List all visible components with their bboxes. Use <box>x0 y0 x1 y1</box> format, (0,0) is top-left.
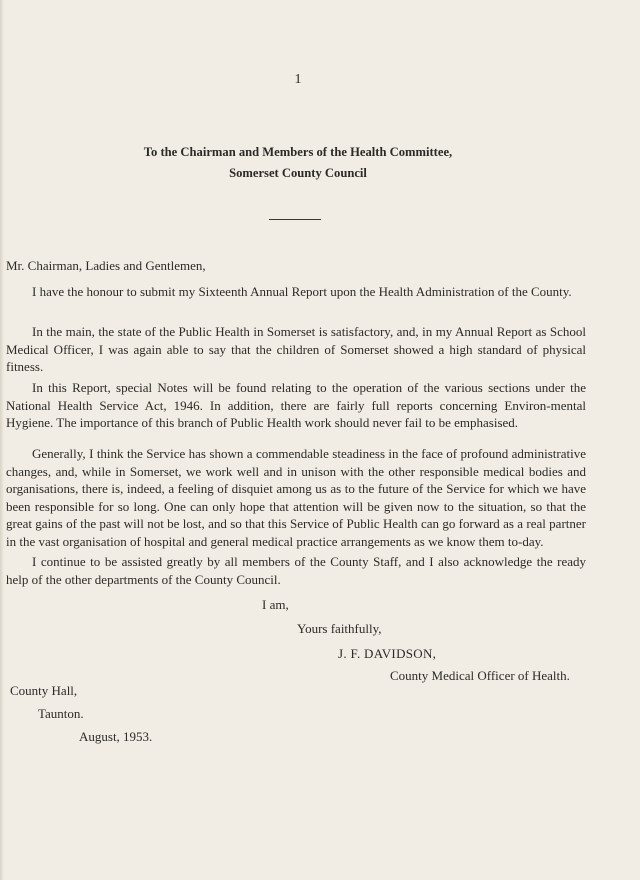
addressee-line-2: Somerset County Council <box>229 166 367 180</box>
paragraph-1: I have the honour to submit my Sixteenth Annual Report upon the Health Administration of the County. <box>32 284 572 299</box>
signatory-title: County Medical Officer of Health. <box>390 668 570 683</box>
paragraph-4: Generally, I think the Service has shown a commendable steadiness in the face of profound administrative changes, and, while in Somerset, we work well and in unison with the other responsible medical bodies and organisations, there is, indeed, a feeling of disquiet among us as to the future of the Service for which we have been responsible for so long. One can only hope that attention will be given now to the situation, so that the great gains of the past will not be lost, and so that this Service of Public Health can go forward as a real partner in the vast organisation of hospital and general medical practice arrangements as we know them to-day. <box>6 446 586 549</box>
page-number: 1 <box>294 72 302 87</box>
separator-rule <box>269 219 321 220</box>
paragraph-2: In the main, the state of the Public Health in Somerset is satisfactory, and, in my Annual Report as School Medical Officer, I was again able to say that the children of Somerset showed a high standard of physical fitness. <box>6 324 586 374</box>
letter-date: August, 1953. <box>79 729 153 744</box>
sender-address-town: Taunton. <box>38 706 84 721</box>
closing-yours-faithfully: Yours faithfully, <box>297 621 382 636</box>
salutation: Mr. Chairman, Ladies and Gentlemen, <box>6 258 206 273</box>
signatory-name: J. F. DAVIDSON, <box>338 646 437 661</box>
closing-i-am: I am, <box>262 597 289 612</box>
sender-address-hall: County Hall, <box>10 683 78 698</box>
paragraph-5: I continue to be assisted greatly by all members of the County Staff, and I also acknowledge the ready help of the other departments of the County Council. <box>6 554 586 587</box>
paragraph-3: In this Report, special Notes will be found relating to the operation of the various sections under the National Health Service Act, 1946. In addition, there are fairly full reports concerning Environ-mental Hygiene. The importance of this branch of Public Health work should never fail to be emphasised. <box>6 380 586 430</box>
page-binding-edge <box>0 0 4 880</box>
addressee-line-1: To the Chairman and Members of the Health Committee, <box>143 145 453 159</box>
